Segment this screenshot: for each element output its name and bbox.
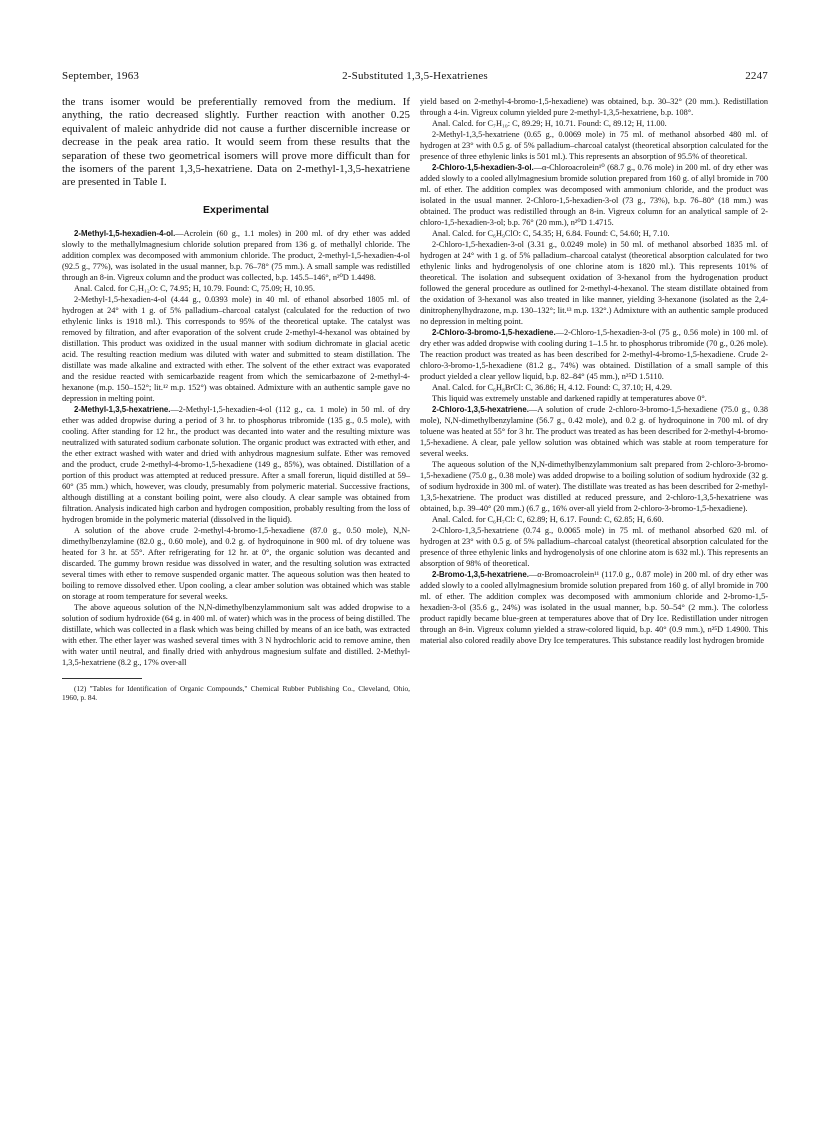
paragraph — [62, 283, 410, 294]
paragraph — [62, 294, 410, 404]
paragraph-text: 2-Chloro-1,5-hexadien-3-ol (3.31 g., 0.0249 mole) in 50 ml. of methanol absorbed 1835 ml. of hydrogen at 24° with 1 g. of 5% palladium–charcoal catalyst (theoretical absorption calculated for two ethylenic links and hydrogenolysis of one chlorine atom is 1820 ml.). This represents 101% of theoretical. The isolation and subsequent oxidation of 3-hexanol from the hydrogenation product followed the general procedure as outlined for 2-methyl-4-hexanol. The steam distillate obtained from the oxidation of 3-hexanol was also treated in like manner, yielding 3-hexanone (isolated as the 2,4-dinitrophenylhydrazone, m.p. 130–132°; lit.¹³ m.p. 132°.) Admixture with an authentic sample produced no depression in melting point. — [420, 240, 768, 326]
paragraph — [420, 327, 768, 382]
paragraph — [62, 602, 410, 668]
paragraph — [420, 96, 768, 118]
compound-heading: 2-Methyl-1,3,5-hexatriene. — [74, 404, 171, 414]
paragraph-text: Anal. Calcd. for C₆H₈BrCl: C, 36.86; H, 4.12. Found: C, 37.10; H, 4.29. — [432, 383, 672, 392]
left-paragraphs — [62, 228, 410, 668]
paragraph-text: Anal. Calcd. for C₇H₁₂O: C, 74.95; H, 10.79. Found: C, 75.09; H, 10.95. — [74, 283, 315, 293]
paragraph-text: —α-Bromoacrolein¹¹ (117.0 g., 0.87 mole) in 200 ml. of dry ether was added slowly to a cooled allylmagnesium bromide solution prepared from 160 g. of allyl bromide in 700 ml. of ether. The addition complex was decomposed with ammonium chloride and 2-bromo-1,5-hexadien-3-ol (35.6 g., 24%) was isolated in the usual manner, b.p. 50–54° (2 mm.). The colorless product rapidly became blue-green at temperatures above that of Dry Ice. Redistillation under nitrogen through an 8-in. Vigreux column yielded a straw-colored liquid, b.p. 40° (0.9 mm.), n²⁵D 1.4900. This material also colored readily above Dry Ice temperatures. This substance readily lost hydrogen bromide — [420, 570, 768, 645]
footnote-rule — [62, 678, 142, 679]
paragraph-text: —A solution of crude 2-chloro-3-bromo-1,5-hexadiene (75.0 g., 0.38 mole), N,N-dimethylbenzylamine (56.7 g., 0.42 mole), and 0.2 g. of hydroquinone in 700 ml. of dry toluene was heated at 55° for 3 hr. The product was treated as has been described for 2-methyl-4-bromo-1,5-hexadiene. A clear, pale yellow solution was obtained which was stable at room temperature for several weeks. — [420, 405, 768, 458]
paragraph-text: yield based on 2-methyl-4-bromo-1,5-hexadiene) was obtained, b.p. 30–32° (20 mm.). Redistillation through a 4-in. Vigreux column yielded pure 2-methyl-1,3,5-hexatriene, b.p. 108°. — [420, 97, 768, 117]
intro-paragraph: the trans isomer would be preferentially removed from the medium. If anything, the ratio decreased slightly. Further reaction with another 0.25 equivalent of maleic anhydride did not cause a further discernible increase or decrease in the peak area ratio. It would seem from these results that the separation of these two geometrical isomers will prove more difficult than for the isomers of the parent 1,3,5-hexatriene. Data on 2-methyl-1,3,5-hexatriene are presented in Table I. — [62, 96, 410, 189]
page-number: 2247 — [745, 70, 768, 82]
paragraph — [420, 393, 768, 404]
left-column — [62, 96, 410, 703]
paragraph-text: 2-Methyl-1,3,5-hexatriene (0.65 g., 0.0069 mole) in 75 ml. of methanol absorbed 480 ml. of hydrogen at 23° with 0.5 g. of 5% palladium–charcoal catalyst (theoretical absorption calculated for the presence of three ethylenic links is 501 ml.). This represents an absorption of 95.5% of theoretical. — [420, 130, 768, 161]
paragraph-text: 2-Chloro-1,3,5-hexatriene (0.74 g., 0.0065 mole) in 75 ml. of methanol absorbed 620 ml. of hydrogen at 23° with 0.5 g. of 5% palladium–charcoal catalyst (theoretical absorption calculated for the presence of three ethylenic links and hydrogenolysis of one chlorine atom is 632 ml.). This represents an absorption of 98% of theoretical. — [420, 526, 768, 568]
paragraph — [420, 129, 768, 162]
paragraph — [62, 404, 410, 525]
paragraph — [420, 162, 768, 228]
paragraph-text: Anal. Calcd. for C₆H₉ClO: C, 54.35; H, 6.84. Found: C, 54.60; H, 7.10. — [432, 229, 670, 238]
paragraph-text: Anal. Calcd. for C₆H₇Cl: C, 62.89; H, 6.17. Found: C, 62.85; H, 6.60. — [432, 515, 664, 524]
paragraph — [420, 459, 768, 514]
paragraph — [420, 514, 768, 525]
paragraph — [62, 228, 410, 283]
right-paragraphs — [420, 96, 768, 646]
footnote: (12) "Tables for Identification of Organic Compounds," Chemical Rubber Publishing Co., Cleveland, Ohio, 1960, p. 84. — [62, 683, 410, 703]
running-header — [62, 70, 768, 88]
header-title: 2-Substituted 1,3,5-Hexatrienes — [342, 70, 488, 82]
paragraph — [420, 118, 768, 129]
paragraph — [420, 382, 768, 393]
paragraph-text: A solution of the above crude 2-methyl-4-bromo-1,5-hexadiene (87.0 g., 0.50 mole), N,N-dimethylbenzylamine (82.0 g., 0.60 mole), and 0.2 g. of hydroquinone in 900 ml. of dry toluene was heated for 3 hr. at 55°. After refrigerating for 12 hr. at 0°, the organic solution was decanted and discarded. The gummy brown residue was dissolved in water, and the resulting solution was extracted several times with ether to remove suspended organic matter. The aqueous solution was then heated to boiling to remove dissolved ether. Upon cooling, a clear amber solution was obtained which was stable on storage at room temperature for several weeks. — [62, 525, 410, 601]
paragraph-text: The above aqueous solution of the N,N-dimethylbenzylammonium salt was added dropwise to a solution of sodium hydroxide (64 g. in 400 ml. of water) which was in the process of being distilled. The distillate, which was collected in a flask which was being chilled by means of an ice bath, was extracted with ether. The ether layer was washed several times with 3 N hydrochloric acid to remove amine, then with water until neutral, and finally dried with anhydrous magnesium sulfate and distilled. 2-Methyl-1,3,5-hexatriene (8.2 g., 17% over-all — [62, 602, 410, 667]
paragraph — [420, 228, 768, 239]
paragraph — [420, 239, 768, 327]
paragraph-text: —2-Methyl-1,5-hexadien-4-ol (112 g., ca. 1 mole) in 50 ml. of dry ether was added dropwise during a period of 3 hr. to phosphorus tribromide (135 g., 0.5 mole), with cooling. After standing for 12 hr., the product was decanted into water and the resulting mixture was neutralized with saturated sodium carbonate solution. The organic product was extracted with ether, and the ether extract washed with water and dried with anhydrous magnesium sulfate. Ether was removed and the product, crude 2-methyl-4-bromo-1,5-hexadiene (149 g., 85%), was obtained. Distillation of a portion of this product was attempted at reduced pressure. After a small forerun, liquid distilled at 59–60° (35 mm.) which, however, was cloudy, presumably from polymeric material. Successive fractions, although distilling at a constant boiling point, were also cloudy. A clear sample was obtained from filtration. Analysis indicated high carbon and hydrogen composition, probably resulting from the loss of hydrogen bromide in the polymeric material (dissolved in the liquid). — [62, 404, 410, 524]
right-column — [420, 96, 768, 646]
paragraph-text: 2-Methyl-1,5-hexadien-4-ol (4.44 g., 0.0393 mole) in 40 ml. of ethanol absorbed 1805 ml. of hydrogen at 24° with 1 g. of 5% palladium–charcoal catalyst (calculated for the reduction of two ethylenic links is 1918 ml.). This corresponds to 95% of the theoretical uptake. The catalyst was removed by filtration, and after evaporation of the solvent crude 2-methyl-4-hexanol was obtained by distillation. This product was oxidized in the usual manner with sodium dichromate in glacial acetic acid. The resulting reaction medium was diluted with water and submitted to steam distillation. The distillate was made alkaline and extracted with ether. The solvent of the ether extract was evaporated and the residue reacted with semicarbazide reagent from which the semicarbazone of 2-methyl-4-hexanone (m.p. 150–152°; lit.¹² m.p. 152°) was obtained. Admixture with an authentic sample gave no depression in melting point. — [62, 294, 410, 403]
header-date: September, 1963 — [62, 70, 140, 82]
compound-heading: 2-Methyl-1,5-hexadien-4-ol. — [74, 228, 176, 238]
paragraph — [62, 525, 410, 602]
paragraph — [420, 404, 768, 459]
paragraph — [420, 525, 768, 569]
paragraph-text: —α-Chloroacrolein¹⁰ (68.7 g., 0.76 mole) in 200 ml. of dry ether was added slowly to a cooled allylmagnesium bromide solution prepared from 160 g. of allyl bromide in 700 ml. of ether. The addition complex was decomposed with ammonium chloride, and the product was isolated in the usual manner. 2-Chloro-1,5-hexadien-3-ol (73 g., 73%), b.p. 76–80° (18 mm.) was obtained. The product was redistilled through an 8-in. Vigreux column for an analytical sample of 2-chloro-1,5-hexadien-3-ol; b.p. 76° (20 mm.), n²⁰D 1.4715. — [420, 163, 768, 227]
compound-heading: 2-Chloro-3-bromo-1,5-hexadiene. — [432, 328, 556, 337]
paragraph-text: Anal. Calcd. for C₇H₁₀: C, 89.29; H, 10.71. Found: C, 89.12; H, 11.00. — [432, 119, 667, 128]
compound-heading: 2-Bromo-1,3,5-hexatriene. — [432, 570, 529, 579]
paragraph-text: The aqueous solution of the N,N-dimethylbenzylammonium salt prepared from 2-chloro-3-bromo-1,5-hexadiene (75.0 g., 0.38 mole) was added dropwise to a boiling solution of sodium hydroxide (32 g. of sodium hydroxide in 300 ml. of water). The distillate was treated as has been described for 2-methyl-1,3,5-hexatriene. The product was distilled at reduced pressure, and 2-chloro-1,3,5-hexatriene was obtained, b.p. 39–40° (20 mm.) (6.7 g., 16% over-all yield from 2-chloro-3-bromo-1,5-hexadiene). — [420, 460, 768, 513]
compound-heading: 2-Chloro-1,5-hexadien-3-ol. — [432, 163, 534, 172]
paragraph-text: This liquid was extremely unstable and darkened rapidly at temperatures above 0°. — [432, 394, 707, 403]
paragraph-text: —2-Chloro-1,5-hexadien-3-ol (75 g., 0.56 mole) in 100 ml. of dry ether was added dropwise with cooling during 1–1.5 hr. to phosphorus tribromide (70 g., 0.26 mole). The reaction product was treated as has been described for 2-methyl-4-bromo-1,5-hexadiene. Crude 2-chloro-3-bromo-1,5-hexadiene (81.2 g., 74%) was obtained. Distillation of a small sample of this product yielded a clear yellow liquid, b.p. 82–84° (45 mm.), n²⁵D 1.5110. — [420, 328, 768, 381]
section-heading: Experimental — [203, 203, 269, 216]
paragraph-text: —Acrolein (60 g., 1.1 moles) in 200 ml. of dry ether was added slowly to the methallylmagnesium chloride solution prepared from 136 g. of methallyl chloride. The addition complex was decomposed with ammonium chloride. The product, 2-methyl-1,5-hexadien-4-ol (92.5 g., 77%), was isolated in the usual manner, b.p. 76–78° (75 mm.). A small sample was redistilled through an 8-in. Vigreux column and the product was collected, b.p. 145.5–146°, n²⁰D 1.4498. — [62, 228, 410, 282]
compound-heading: 2-Chloro-1,3,5-hexatriene. — [432, 405, 529, 414]
paragraph — [420, 569, 768, 646]
